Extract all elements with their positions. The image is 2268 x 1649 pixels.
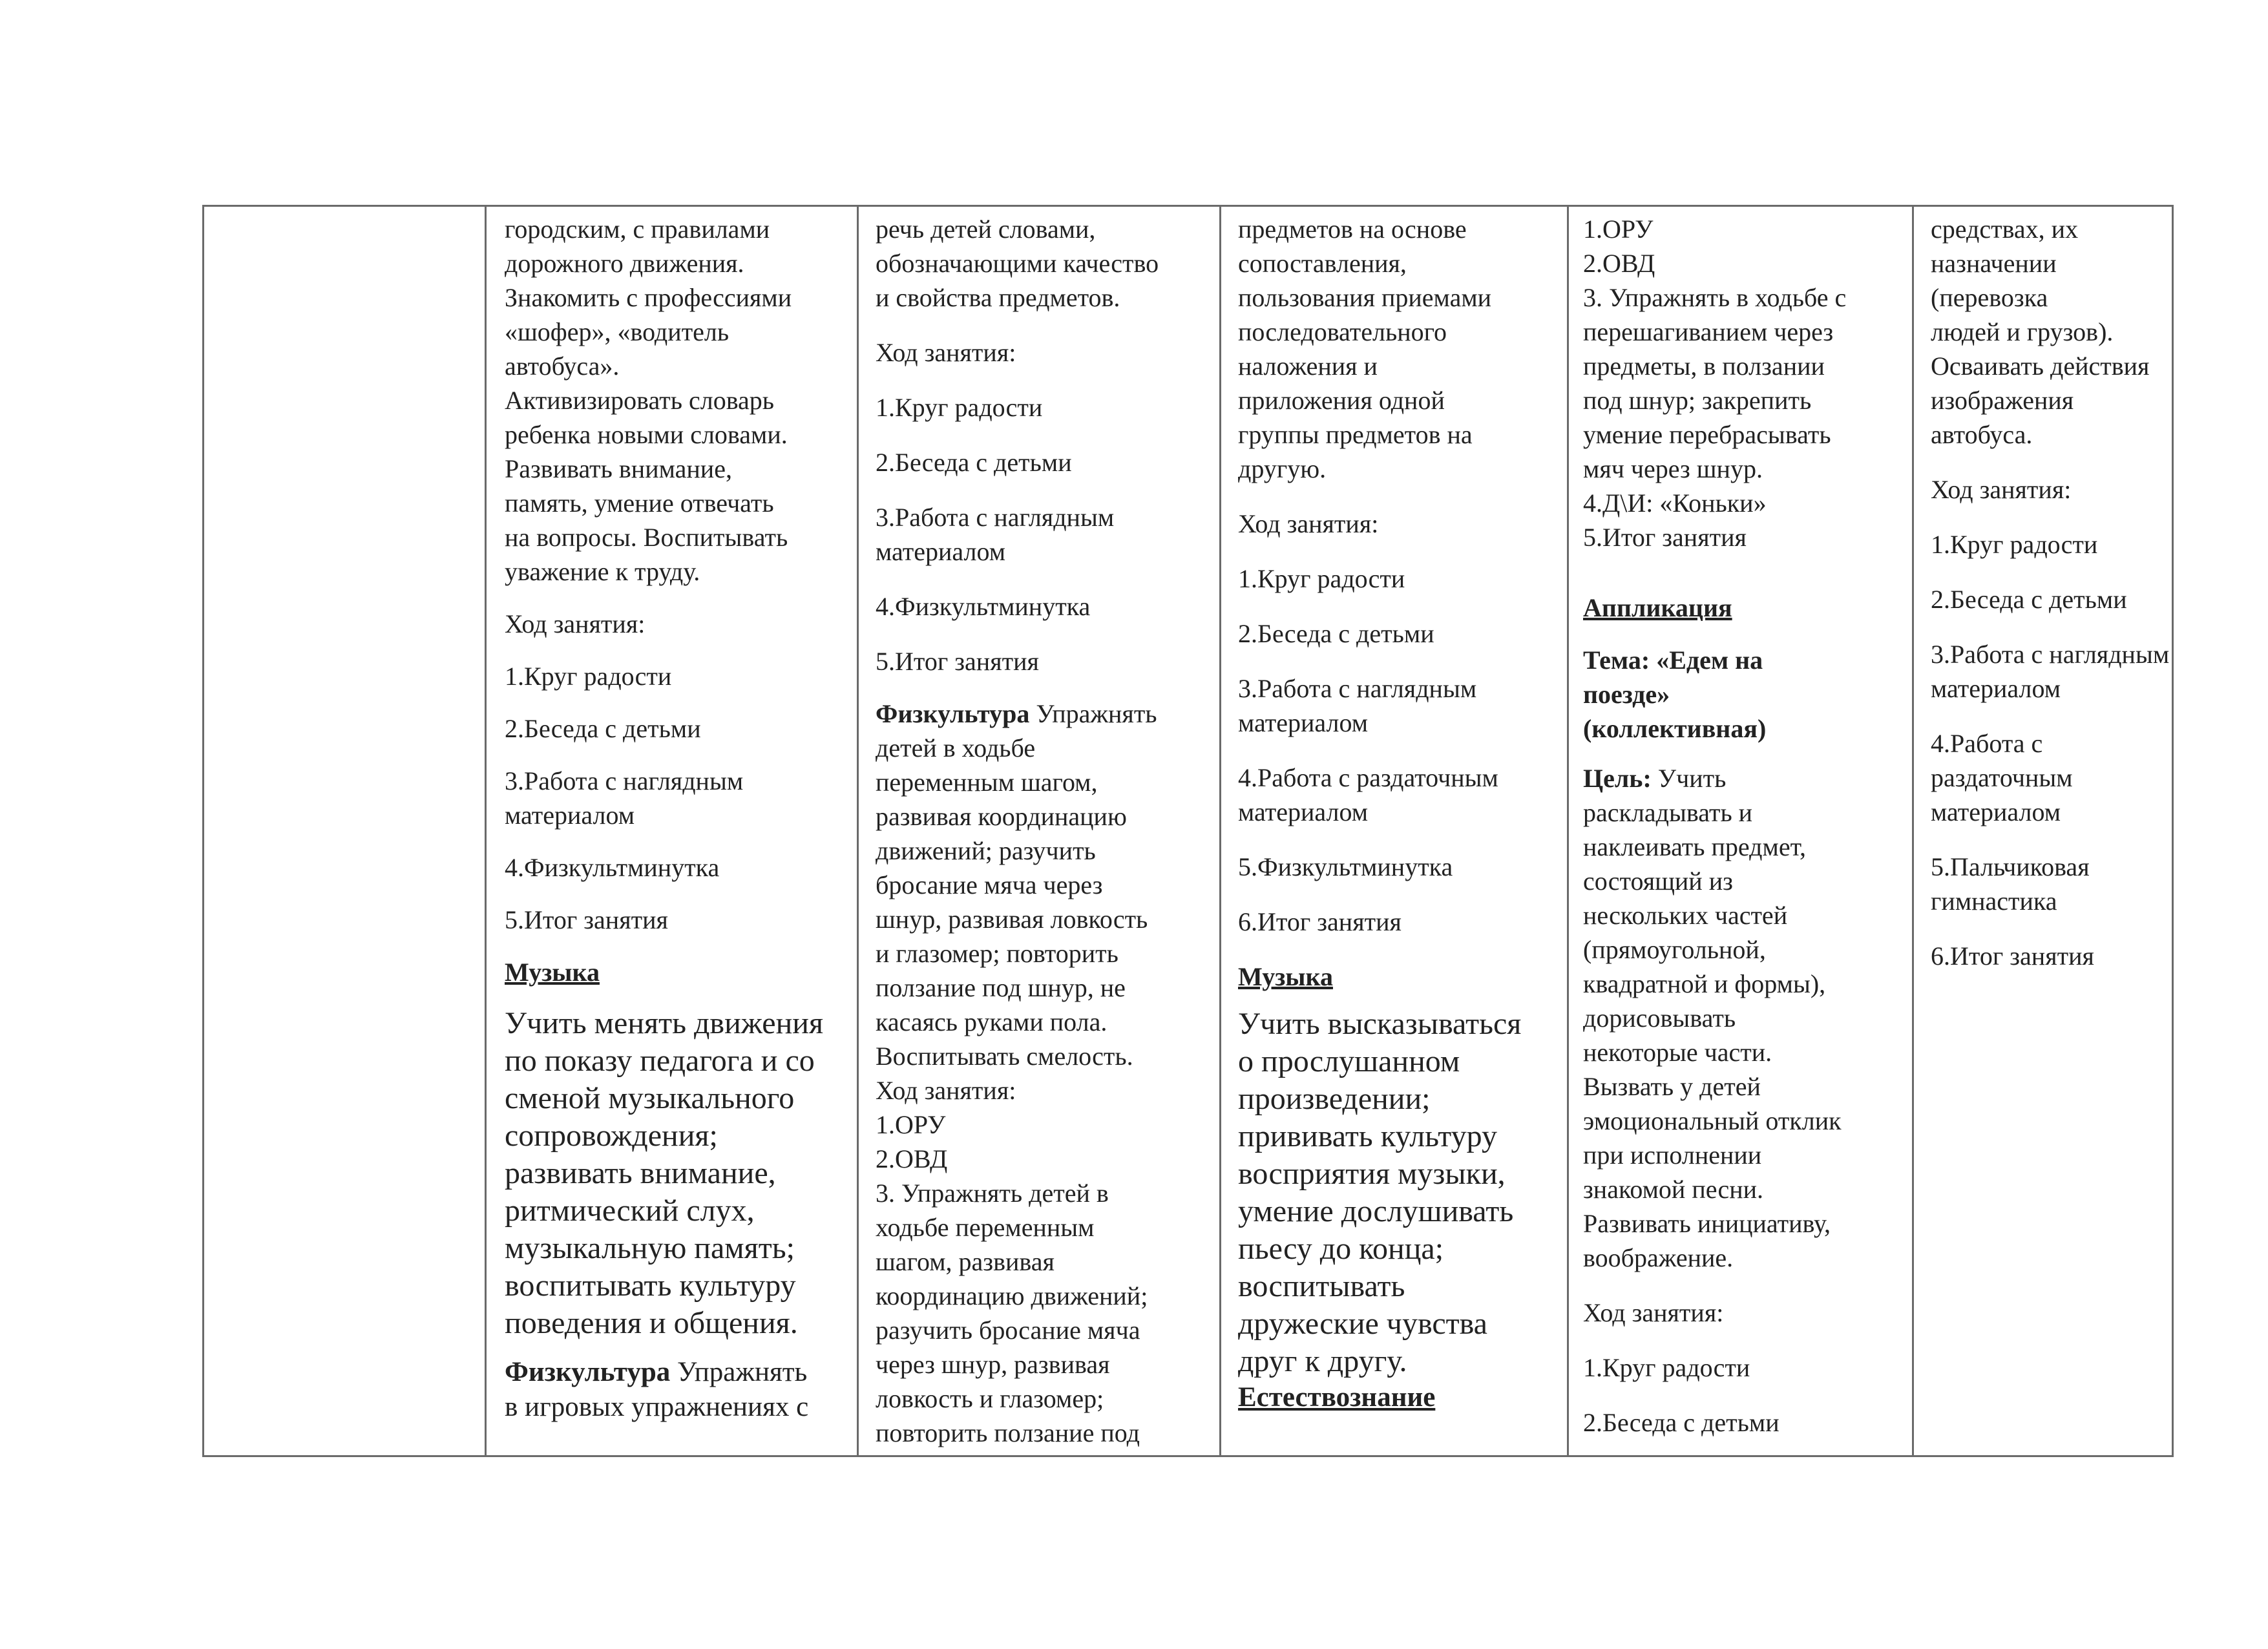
text-line: шагом, развивая	[876, 1247, 1055, 1276]
step-item: 3.Работа с наглядным	[1238, 674, 1477, 703]
text-line: ползание под шнур, не	[876, 973, 1126, 1002]
text-line: разучить бросание мяча	[876, 1316, 1140, 1345]
text-line: Знакомить с профессиями	[505, 283, 792, 312]
step-item: материалом	[1931, 674, 2061, 703]
text-line: другую.	[1238, 454, 1327, 483]
text-line: повторить ползание под	[876, 1418, 1140, 1447]
step-item: 2.Беседа с детьми	[1238, 619, 1434, 648]
text-line: 5.Итог занятия	[1583, 523, 1747, 552]
text-line: 2.ОВД	[1583, 249, 1655, 278]
text-line: речь детей словами,	[876, 215, 1096, 244]
table-column-5	[1567, 207, 1912, 1455]
text-line: шнур, развивая ловкость	[876, 905, 1148, 934]
text-line: сопоставления,	[1238, 249, 1407, 278]
text-line: музыкальную память;	[505, 1231, 795, 1265]
text-line: Ход занятия:	[876, 1076, 1016, 1105]
step-item: 1.Круг радости	[876, 393, 1043, 422]
step-item: материалом	[505, 801, 635, 830]
text-line: состоящий из	[1583, 867, 1733, 896]
applique-heading: Аппликация	[1583, 593, 1732, 622]
step-item: материалом	[1931, 797, 2061, 826]
text-line: воспитывать	[1238, 1269, 1405, 1303]
table-column-4	[1219, 207, 1567, 1455]
step-item: 4.Физкультминутка	[505, 853, 720, 882]
text-line: Осваивать действия	[1931, 352, 2150, 381]
step-item: 3.Работа с наглядным	[505, 766, 744, 795]
text-line: касаясь руками пола.	[876, 1007, 1108, 1036]
text-line: и свойства предметов.	[876, 283, 1120, 312]
text-line: Развивать внимание,	[505, 454, 732, 483]
text-line: эмоциональный отклик	[1583, 1106, 1842, 1135]
text-line: переменным шагом,	[876, 768, 1098, 797]
text-line: развивать внимание,	[505, 1156, 776, 1190]
text-line: Упражнять	[1029, 699, 1157, 728]
text-line: сменой музыкального	[505, 1081, 795, 1115]
text-line: некоторые части.	[1583, 1038, 1772, 1067]
text-line: ходьбе переменным	[876, 1213, 1095, 1242]
text-line: пользования приемами	[1238, 283, 1492, 312]
step-item: 3.Работа с наглядным	[876, 503, 1115, 532]
text-line: умение дослушивать	[1238, 1194, 1514, 1228]
theme-line: Тема: «Едем на	[1583, 646, 1763, 675]
text-line: сопровождения;	[505, 1119, 718, 1153]
step-item: 4.Работа с раздаточным	[1238, 763, 1498, 792]
course-label: Ход занятия:	[505, 609, 646, 638]
text-line: городским, с правилами	[505, 215, 770, 244]
text-line: на вопросы. Воспитывать	[505, 523, 788, 552]
goal-label: Цель:	[1583, 764, 1652, 793]
table-column-2	[485, 207, 857, 1455]
text-line: дружеские чувства	[1238, 1307, 1487, 1341]
course-label: Ход занятия:	[1931, 475, 2072, 504]
text-line: Учить высказываться	[1238, 1007, 1522, 1041]
text-line: о прослушанном	[1238, 1044, 1460, 1078]
text-line: бросание мяча через	[876, 870, 1103, 899]
step-item: материалом	[1238, 708, 1369, 737]
text-line: детей в ходьбе	[876, 733, 1036, 762]
text-line: 3. Упражнять в ходьбе с	[1583, 283, 1847, 312]
text-line: 4.Д\И: «Коньки»	[1583, 488, 1767, 518]
text-line: друг к другу.	[1238, 1344, 1407, 1378]
text-line: дорисовывать	[1583, 1003, 1736, 1033]
text-line: в игровых упражнениях с	[505, 1392, 809, 1422]
text-line: изображения автобуса.	[1931, 386, 2074, 449]
table-column-3	[857, 207, 1219, 1455]
text-line: обозначающими качество	[876, 249, 1159, 278]
col2-intro	[505, 212, 857, 589]
text-line: под шнур; закрепить	[1583, 386, 1812, 415]
step-item: 1.Круг радости	[1931, 530, 2098, 559]
text-line: через шнур, развивая	[876, 1350, 1110, 1379]
text-line: знакомой песни.	[1583, 1175, 1764, 1204]
text-line: уважение к труду.	[505, 557, 700, 586]
text-line: при исполнении	[1583, 1140, 1762, 1170]
text-line: назначении (перевозка	[1931, 249, 2057, 312]
step-item: 5.Пальчиковая	[1931, 852, 2090, 881]
text-line: автобуса».	[505, 352, 620, 381]
text-line: квадратной и формы),	[1583, 969, 1826, 998]
col2-pe	[505, 1355, 857, 1425]
text-line: приложения одной	[1238, 386, 1445, 415]
text-line: прививать культуру	[1238, 1119, 1497, 1153]
step-item: 2.Беседа с детьми	[876, 448, 1072, 477]
text-line: ребенка новыми словами.	[505, 420, 788, 449]
text-line: раскладывать и	[1583, 798, 1753, 827]
text-line: Учить менять движения	[505, 1006, 824, 1040]
text-line: воспитывать культуру	[505, 1268, 796, 1303]
step-item: 3.Работа с наглядным	[1931, 640, 2170, 669]
step-item: 5.Итог занятия	[505, 905, 668, 934]
text-line: память, умение отвечать	[505, 488, 774, 518]
col3-intro	[876, 212, 1219, 678]
text-line: движений; разучить	[876, 836, 1096, 865]
step-item: 1.Круг радости	[1583, 1353, 1750, 1382]
col3-pe	[876, 697, 1219, 1450]
course-label: Ход занятия:	[1583, 1298, 1724, 1327]
text-line: последовательного	[1238, 317, 1447, 346]
text-line: ловкость и глазомер;	[876, 1384, 1104, 1413]
text-line: Активизировать словарь	[505, 386, 775, 415]
text-line: Вызвать у детей	[1583, 1072, 1761, 1101]
text-line: ритмический слух,	[505, 1193, 755, 1228]
text-line: и глазомер; повторить	[876, 939, 1118, 968]
step-item: 4.Физкультминутка	[876, 592, 1091, 621]
step-item: 1.Круг радости	[505, 662, 672, 691]
pe-heading: Физкультура	[505, 1357, 671, 1387]
step-item: 2.Беседа с детьми	[1583, 1408, 1780, 1437]
text-line: 1.ОРУ	[876, 1110, 946, 1139]
text-line: дорожного движения.	[505, 249, 744, 278]
text-line: координацию движений;	[876, 1281, 1148, 1310]
col2-music-text	[505, 1005, 857, 1342]
text-line: перешагиванием через	[1583, 317, 1834, 346]
step-item: 2.Беседа с детьми	[505, 714, 701, 743]
table-column-1	[204, 207, 485, 1455]
step-item: 1.Круг радости	[1238, 564, 1405, 593]
col4-nature	[1238, 1380, 1567, 1415]
col4-music-text	[1238, 1005, 1567, 1380]
course-label: Ход занятия:	[876, 338, 1016, 367]
text-line: группы предметов на	[1238, 420, 1473, 449]
text-line: Учить	[1651, 764, 1727, 793]
text-line: воображение.	[1583, 1243, 1734, 1272]
text-line: мяч через шнур.	[1583, 454, 1763, 483]
text-line: произведении;	[1238, 1082, 1431, 1116]
step-item: 5.Физкультминутка	[1238, 852, 1453, 881]
step-item: гимнастика	[1931, 887, 2057, 916]
text-line: предметов на основе	[1238, 215, 1467, 244]
text-line: Развивать инициативу,	[1583, 1209, 1831, 1238]
text-line: наложения и	[1238, 352, 1378, 381]
col6-intro	[1931, 212, 2172, 973]
text-line: развивая координацию	[876, 802, 1127, 831]
table-column-6	[1912, 207, 2172, 1455]
text-line: по показу педагога и со	[505, 1044, 815, 1078]
music-heading: Музыка	[1238, 962, 1333, 991]
text-line: Упражнять	[670, 1357, 808, 1387]
text-line: людей и грузов).	[1931, 317, 2114, 346]
plan-table	[202, 205, 2174, 1457]
text-line: «шофер», «водитель	[505, 317, 730, 346]
step-item: материалом	[876, 537, 1006, 566]
text-line: (прямоугольной,	[1583, 935, 1766, 964]
step-item: 6.Итог занятия	[1238, 907, 1402, 936]
text-line: Воспитывать смелость.	[876, 1042, 1133, 1071]
text-line: пьесу до конца;	[1238, 1232, 1444, 1266]
music-heading: Музыка	[505, 958, 600, 987]
nature-heading: Естествознание	[1238, 1382, 1436, 1413]
step-item: 4.Работа с раздаточным	[1931, 729, 2073, 792]
theme-line: поезде»	[1583, 680, 1670, 709]
text-line: 1.ОРУ	[1583, 215, 1654, 244]
col4-intro	[1238, 212, 1567, 994]
text-line: средствах, их	[1931, 215, 2079, 244]
text-line: умение перебрасывать	[1583, 420, 1831, 449]
step-item: 2.Беседа с детьми	[1931, 585, 2127, 614]
col5-goal	[1583, 761, 1912, 1440]
text-line: восприятия музыки,	[1238, 1157, 1506, 1191]
text-line: 3. Упражнять детей в	[876, 1179, 1109, 1208]
theme-line: (коллективная)	[1583, 714, 1767, 743]
text-line: нескольких частей	[1583, 901, 1788, 930]
course-label: Ход занятия:	[1238, 509, 1379, 538]
step-item: материалом	[1238, 797, 1369, 826]
text-line: 2.ОВД	[876, 1144, 948, 1173]
step-item: 6.Итог занятия	[1931, 941, 2094, 971]
step-item: 5.Итог занятия	[876, 647, 1039, 676]
col5-intro	[1583, 212, 1912, 746]
text-line: поведения и общения.	[505, 1306, 798, 1340]
text-line: наклеивать предмет,	[1583, 832, 1807, 861]
text-line: предметы, в ползании	[1583, 352, 1825, 381]
pe-heading: Физкультура	[876, 699, 1030, 728]
